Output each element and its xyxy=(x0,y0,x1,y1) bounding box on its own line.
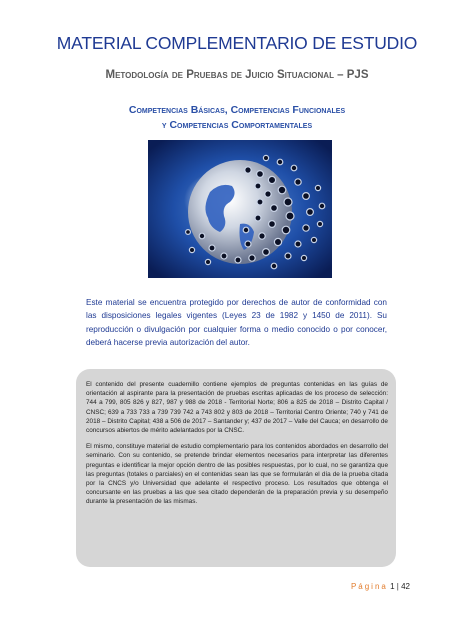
info-box-text xyxy=(86,380,388,514)
footer-separator: | xyxy=(396,582,399,591)
document-title: MATERIAL COMPLEMENTARIO DE ESTUDIO xyxy=(56,33,418,53)
document-subtitle: Metodología de Pruebas de Juicio Situacional – PJS xyxy=(105,69,369,81)
footer-page-word: Página xyxy=(350,582,388,591)
globe-image xyxy=(148,140,332,278)
footer-page-number: 1 xyxy=(390,582,395,591)
section-heading xyxy=(0,103,474,133)
footer-total-pages: 42 xyxy=(401,582,410,591)
page-footer xyxy=(351,582,410,591)
section-heading-line-2: y Competencias Comportamentales xyxy=(161,119,313,131)
info-paragraph-1: El contenido del presente cuadernillo contiene ejemplos de preguntas contenidas en las guías de orientación al aspirante para la presentación de pruebas escritas aplicadas de los proceso de selección: 744 a 799, 805 826 y 827, 987 y 988 de 2018 - Territorial Norte; 806 a 825 de 2018 – Distrito Capital / CNSC; 639 a 733 733 a 739 739 742 a 743 802 y 803 de 2018 – Territorial Centro Oriente; 740 y 741 de 2018 – Distrito Capital; 438 a 506 de 2017 – Santander y; 437 de 2017 – Valle del Cauca; en desarrollo de concursos abiertos de mérito adelantados por la CNSC. xyxy=(86,381,388,435)
globe-illustration xyxy=(148,140,332,278)
copyright-notice: Este material se encuentra protegido por derechos de autor de conformidad con las disposiciones legales vigentes (Leyes 23 de 1982 y 1450 de 2011). Su reproducción o divulgación por cualquier forma o medio conocido o por conocer, deberá hacerse previa autorización del autor. xyxy=(86,298,387,347)
info-paragraph-2: El mismo, constituye material de estudio complementario para los contenidos abordados en desarrollo del seminario. Con su contenido, se pretende brindar elementos necesarios para interpretar las diferentes preguntas e identificar la mejor opción dentro de las posibles respuestas, por lo cual, no se garantiza que las preguntas (totales o parciales) en el contenidas sean las que se formularán el día de la prueba citada por la CNCS y/o Universidad que adelante el respectivo proceso. Los resultados que obtenga el concursante en las pruebas a las que sea citado dependerán de la preparación previa y su desempeño durante la presentación de las mismas. xyxy=(86,443,388,506)
section-heading-line-1: Competencias Básicas, Competencias Funcionales xyxy=(128,104,346,116)
